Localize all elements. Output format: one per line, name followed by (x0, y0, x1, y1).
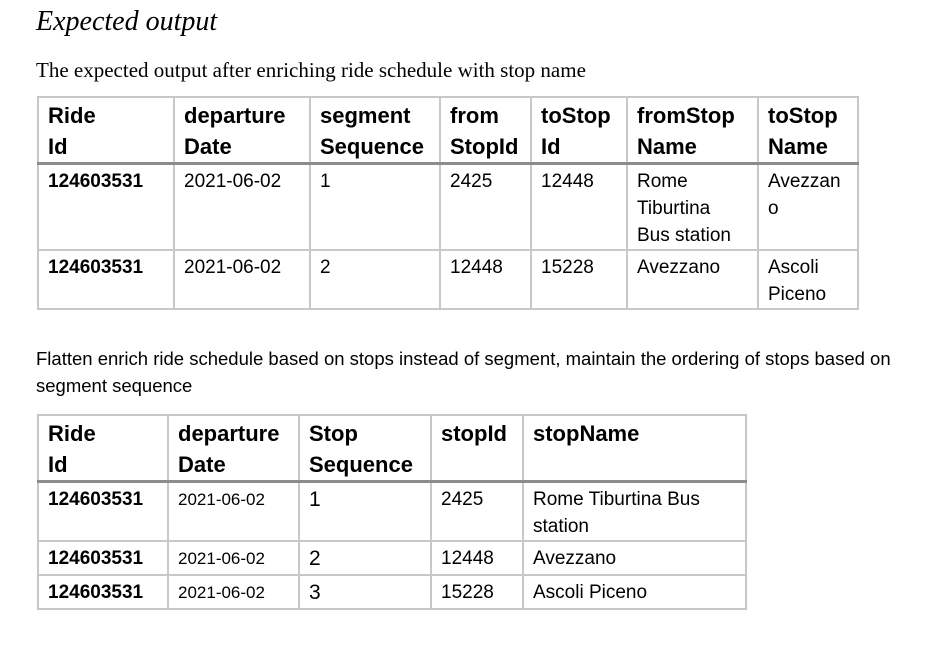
cell-departure-date: 2021-06-02 (168, 482, 299, 542)
cell-ride-id: 124603531 (38, 250, 174, 309)
cell-stop-name: Avezzano (523, 541, 746, 575)
column-header-ride-id: Ride Id (38, 415, 168, 482)
cell-to-stop-id: 15228 (531, 250, 627, 309)
column-header-segment-sequence: segment Sequence (310, 97, 440, 164)
column-header-stop-name: stopName (523, 415, 746, 482)
cell-stop-sequence: 2 (299, 541, 431, 575)
page-heading: Expected output (36, 6, 218, 37)
cell-departure-date: 2021-06-02 (174, 164, 310, 251)
cell-ride-id: 124603531 (38, 482, 168, 542)
table-row (38, 541, 746, 575)
cell-from-stop-id: 2425 (440, 164, 531, 251)
cell-stop-name: Rome Tiburtina Bus station (523, 482, 746, 542)
table-row (38, 164, 858, 251)
column-header-stop-sequence: Stop Sequence (299, 415, 431, 482)
column-header-to-stop-id: toStop Id (531, 97, 627, 164)
cell-stop-id: 15228 (431, 575, 523, 609)
cell-to-stop-name: Avezzano (758, 164, 858, 251)
cell-to-stop-name: Ascoli Piceno (758, 250, 858, 309)
column-header-departure-date: departure Date (174, 97, 310, 164)
cell-departure-date: 2021-06-02 (168, 575, 299, 609)
cell-ride-id: 124603531 (38, 575, 168, 609)
cell-segment-sequence: 1 (310, 164, 440, 251)
column-header-from-stop-id: from StopId (440, 97, 531, 164)
cell-stop-id: 2425 (431, 482, 523, 542)
cell-from-stop-id: 12448 (440, 250, 531, 309)
table-row (38, 482, 746, 542)
table-row (38, 575, 746, 609)
page-subheading: The expected output after enriching ride schedule with stop name (36, 58, 586, 82)
description-paragraph: Flatten enrich ride schedule based on stops instead of segment, maintain the ordering of stops based on segment sequence (36, 348, 891, 396)
table-header-row (38, 415, 746, 482)
enriched-ride-schedule-table (37, 96, 859, 310)
cell-departure-date: 2021-06-02 (168, 541, 299, 575)
cell-from-stop-name: Rome Tiburtina Bus station (627, 164, 758, 251)
cell-segment-sequence: 2 (310, 250, 440, 309)
column-header-stop-id: stopId (431, 415, 523, 482)
column-header-from-stop-name: fromStop Name (627, 97, 758, 164)
column-header-ride-id: Ride Id (38, 97, 174, 164)
column-header-departure-date: departure Date (168, 415, 299, 482)
table-header-row (38, 97, 858, 164)
flattened-stops-table (37, 414, 747, 610)
cell-ride-id: 124603531 (38, 541, 168, 575)
cell-stop-id: 12448 (431, 541, 523, 575)
cell-from-stop-name: Avezzano (627, 250, 758, 309)
cell-stop-name: Ascoli Piceno (523, 575, 746, 609)
cell-departure-date: 2021-06-02 (174, 250, 310, 309)
cell-stop-sequence: 1 (299, 482, 431, 542)
table-row (38, 250, 858, 309)
cell-to-stop-id: 12448 (531, 164, 627, 251)
cell-stop-sequence: 3 (299, 575, 431, 609)
column-header-to-stop-name: toStop Name (758, 97, 858, 164)
cell-ride-id: 124603531 (38, 164, 174, 251)
